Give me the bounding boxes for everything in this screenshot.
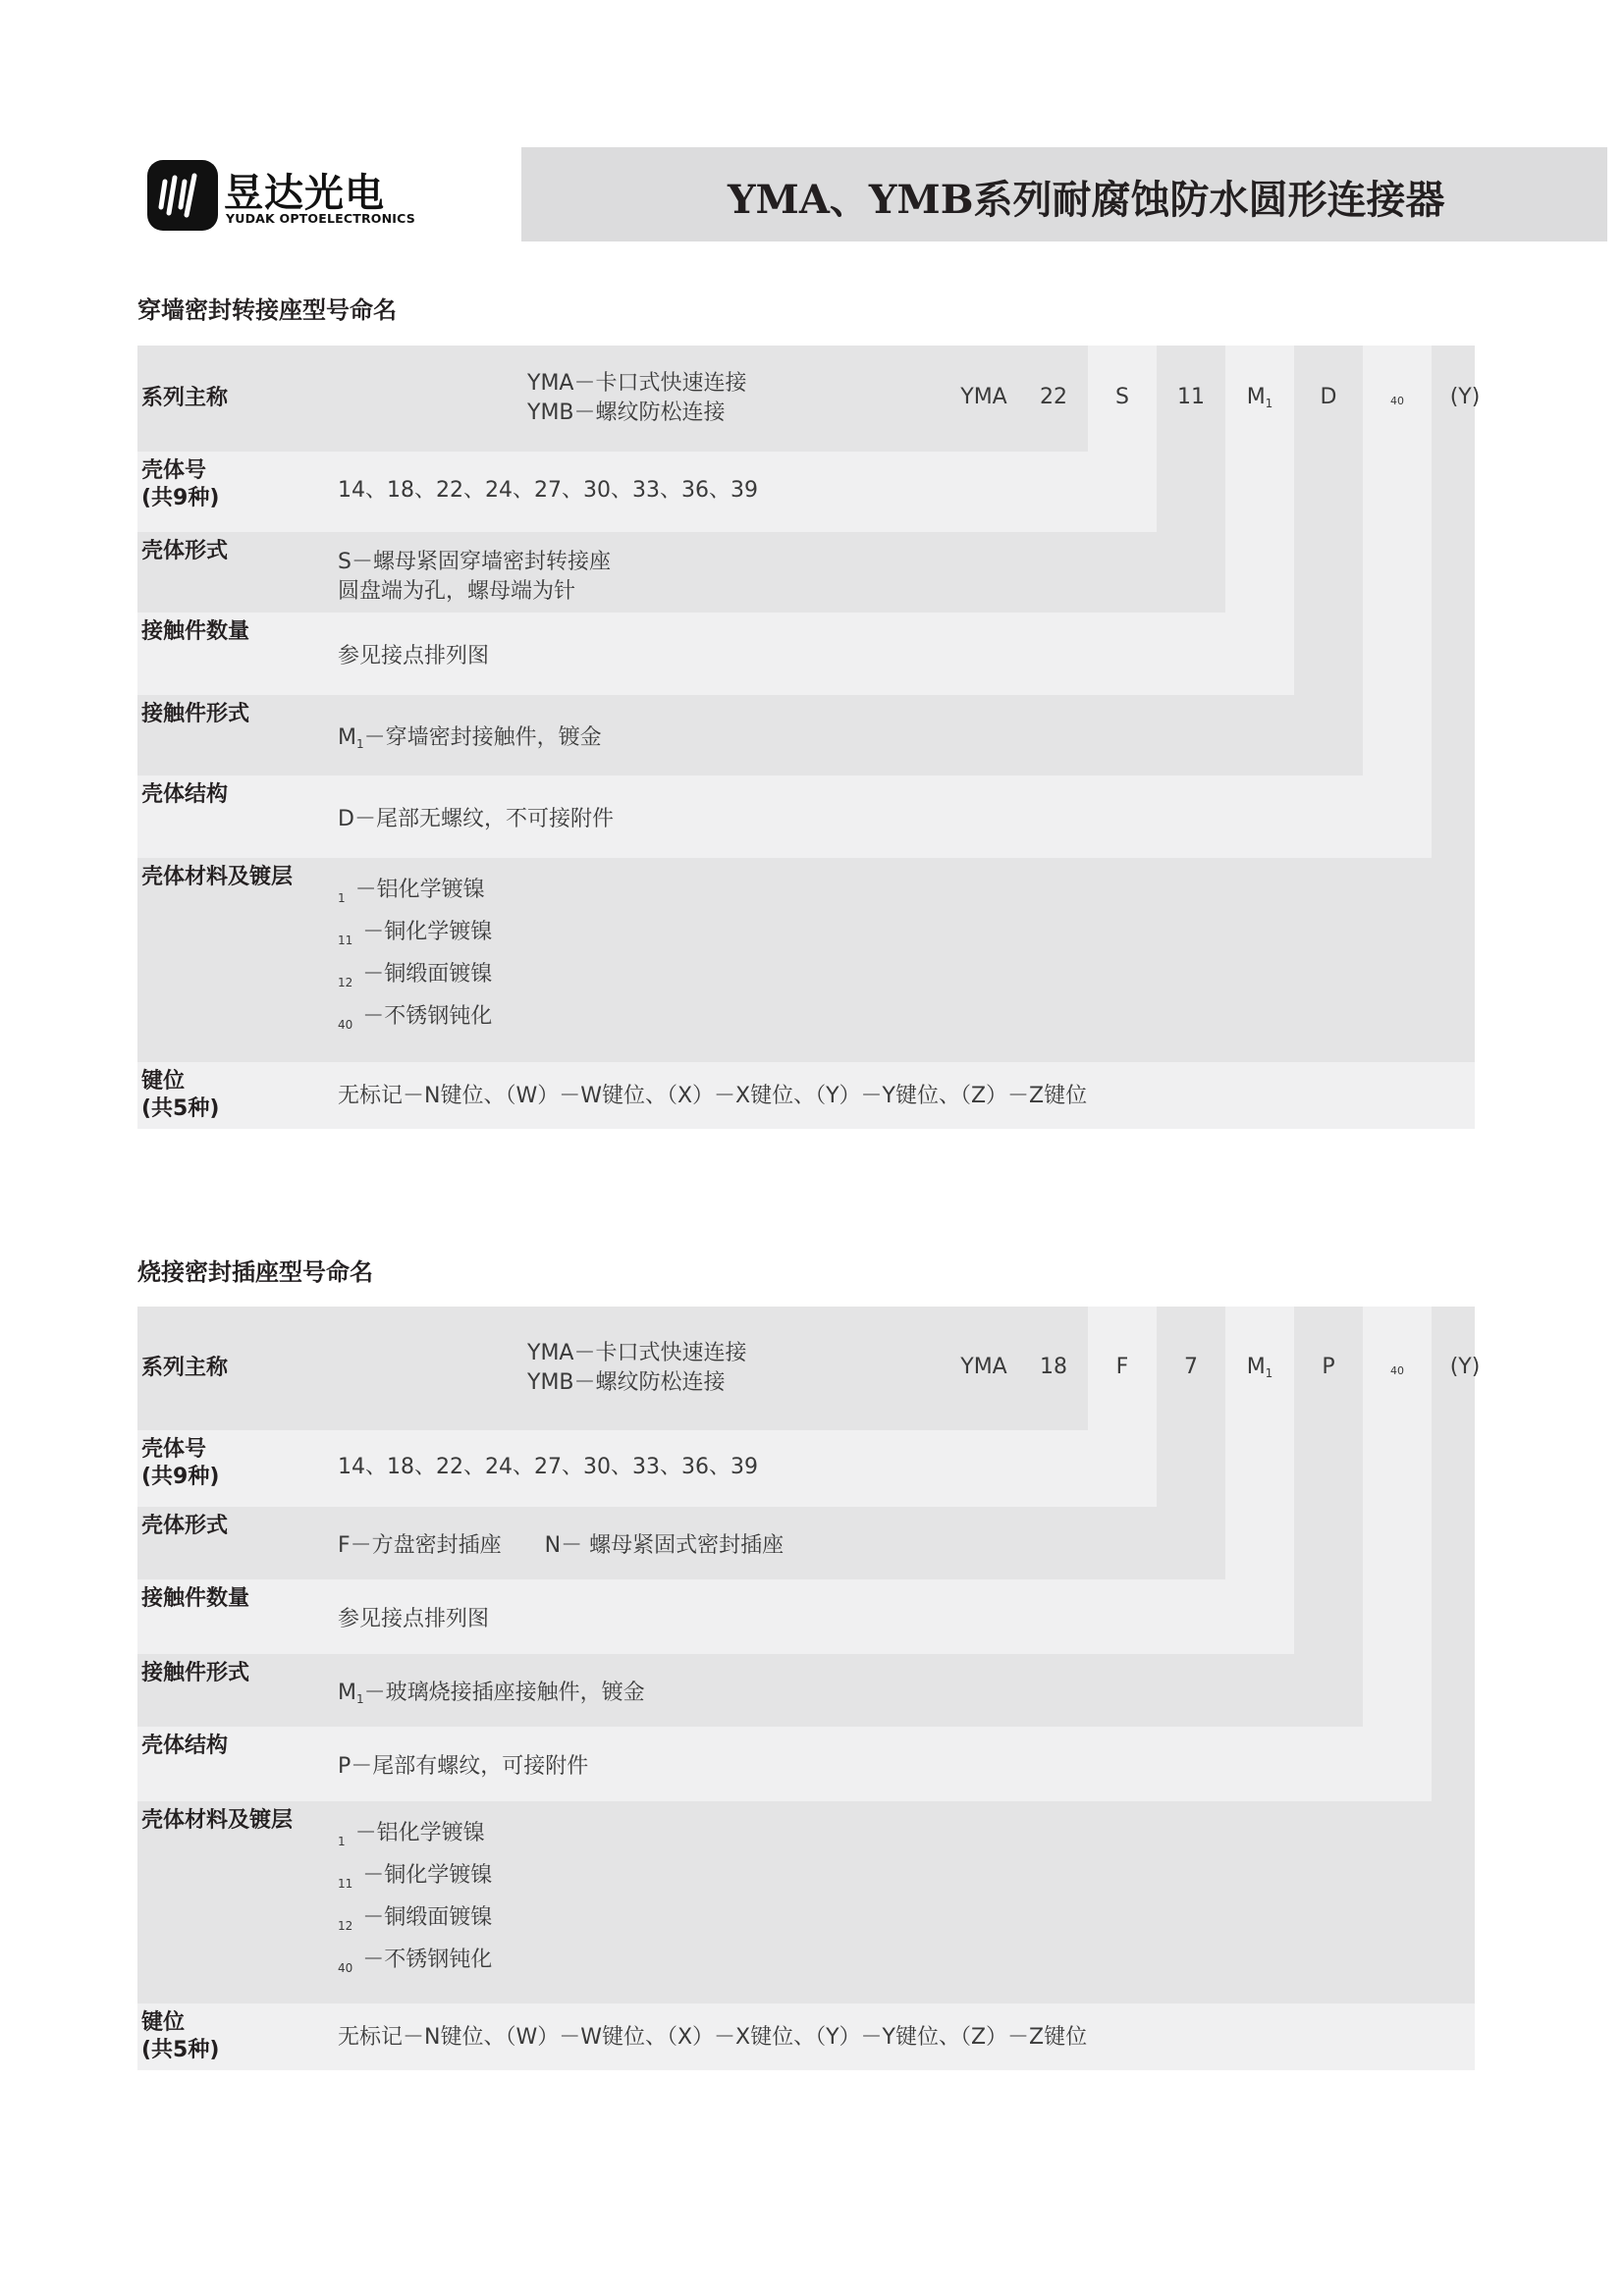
code-letter: 40 — [1390, 395, 1404, 407]
row-band — [137, 695, 1294, 775]
row-band — [137, 858, 1432, 1062]
row-description: F－方盘密封插座 N－ 螺母紧固式密封插座 — [338, 1533, 785, 1558]
row-band — [137, 532, 1157, 613]
row-label: 系列主称 — [141, 1356, 229, 1380]
section-title: 烧接密封插座型号命名 — [137, 1258, 373, 1286]
row-description: 无标记－N键位、（W）－W键位、（X）－X键位、（Y）－Y键位、（Z）－Z键位 — [338, 1084, 1088, 1108]
row-description: 无标记－N键位、（W）－W键位、（X）－X键位、（Y）－Y键位、（Z）－Z键位 — [338, 2025, 1088, 2050]
code-letter: 7 — [1184, 1355, 1198, 1379]
row-label: 壳体形式 — [141, 1514, 229, 1538]
material-item: $_{11}$ －铜化学镀镍 — [338, 920, 493, 947]
row-label: 接触件形式 — [141, 1661, 250, 1685]
material-code: 1 — [338, 891, 346, 905]
row-band — [137, 775, 1363, 858]
series-description — [527, 1339, 746, 1398]
code-column-strip — [1432, 346, 1475, 1129]
code-subscript: 1 — [1265, 1366, 1273, 1380]
row-label: 壳体结构 — [141, 1734, 229, 1758]
row-label: 键位 (共5种) — [141, 1069, 220, 1121]
title-bar — [521, 147, 1607, 241]
row-band — [137, 1654, 1294, 1727]
row-band — [137, 1801, 1432, 2003]
row-band — [137, 613, 1225, 695]
row-label: 壳体结构 — [141, 782, 229, 807]
row-label: 接触件数量 — [141, 619, 250, 644]
row-description: 14、18、22、24、27、30、33、36、39 — [338, 1455, 758, 1479]
material-item: $_{12}$ －铜缎面镀镍 — [338, 1905, 493, 1933]
yudak-logo-icon — [147, 160, 218, 231]
material-code: 40 — [338, 1018, 353, 1032]
material-code: 11 — [338, 934, 353, 947]
material-item: $_1$ －铝化学镀镍 — [338, 878, 485, 905]
material-code: 12 — [338, 1919, 353, 1933]
row-label: 壳体形式 — [141, 539, 229, 563]
series-description — [527, 369, 746, 428]
series-line: YMB－螺纹防松连接 — [527, 1370, 726, 1395]
row-label: 壳体号 (共9种) — [141, 1437, 220, 1489]
row-band — [137, 1727, 1363, 1801]
code-letter: YMA — [960, 1355, 1007, 1379]
naming-diagram-feedthrough — [137, 346, 1481, 1129]
brand-name-cn: 昱达光电 — [224, 171, 385, 216]
material-list — [338, 876, 492, 1044]
material-code: 11 — [338, 1877, 353, 1891]
code-letter: 40 — [1390, 1364, 1404, 1377]
code-subscript: 1 — [1265, 397, 1273, 410]
code-letter: $M_1$ — [1246, 385, 1273, 410]
series-line: YMB－螺纹防松连接 — [527, 400, 726, 425]
row-label: 接触件形式 — [141, 702, 250, 726]
material-item: $_{40}$ －不锈钢钝化 — [338, 1948, 493, 1975]
row-description: D－尾部无螺纹，不可接附件 — [338, 807, 614, 831]
series-line: YMA－卡口式快速连接 — [527, 1341, 747, 1365]
subscript: 1 — [355, 737, 364, 751]
brand-name-en: YUDAK OPTOELECTRONICS — [226, 211, 415, 226]
row-description: P－尾部有螺纹，可接附件 — [338, 1754, 589, 1779]
row-description: 参见接点排列图 — [338, 644, 490, 668]
row-label: 接触件数量 — [141, 1586, 250, 1611]
row-description: $M_1-$玻璃烧接插座接触件，镀金 — [338, 1681, 645, 1706]
code-letter: F — [1115, 1355, 1129, 1379]
code-letter: P — [1322, 1355, 1335, 1379]
row-label: 键位 (共5种) — [141, 2010, 220, 2062]
code-column-strip — [1432, 1307, 1475, 2070]
code-letter: 11 — [1177, 385, 1205, 409]
row-description: 14、18、22、24、27、30、33、36、39 — [338, 478, 758, 503]
code-letter: S — [1115, 385, 1129, 409]
material-code: 1 — [338, 1835, 346, 1848]
material-item: $_1$ －铝化学镀镍 — [338, 1821, 485, 1848]
material-item: $_{11}$ －铜化学镀镍 — [338, 1863, 493, 1891]
section-title: 穿墙密封转接座型号命名 — [137, 296, 397, 324]
material-item: $_{12}$ －铜缎面镀镍 — [338, 962, 493, 989]
page-title: YMA、YMB系列耐腐蚀防水圆形连接器 — [728, 177, 1445, 223]
row-description: 参见接点排列图 — [338, 1607, 490, 1631]
material-item: $_{40}$ －不锈钢钝化 — [338, 1004, 493, 1032]
material-code: 40 — [338, 1961, 353, 1975]
code-letter: YMA — [960, 385, 1007, 409]
row-band — [137, 1579, 1225, 1654]
code-letter: 18 — [1040, 1355, 1067, 1379]
code-letter: (Y) — [1449, 1355, 1481, 1379]
row-label: 壳体材料及镀层 — [141, 865, 294, 889]
material-list — [338, 1819, 492, 1988]
code-letter: (Y) — [1449, 385, 1481, 409]
row-label: 壳体材料及镀层 — [141, 1808, 294, 1833]
code-letter: 22 — [1040, 385, 1067, 409]
row-label: 系列主称 — [141, 386, 229, 410]
row-description: $M_1-$穿墙密封接触件，镀金 — [338, 725, 602, 751]
naming-diagram-sealed-receptacle — [137, 1307, 1481, 2070]
subscript: 1 — [355, 1692, 364, 1706]
code-letter: $M_1$ — [1246, 1355, 1273, 1380]
row-label: 壳体号 (共9种) — [141, 458, 220, 510]
brand-logo — [147, 160, 415, 234]
series-line: YMA－卡口式快速连接 — [527, 371, 747, 396]
material-code: 12 — [338, 976, 353, 989]
row-description: S－螺母紧固穿墙密封转接座 圆盘端为孔，螺母端为针 — [338, 550, 611, 604]
code-letter: D — [1320, 385, 1337, 409]
